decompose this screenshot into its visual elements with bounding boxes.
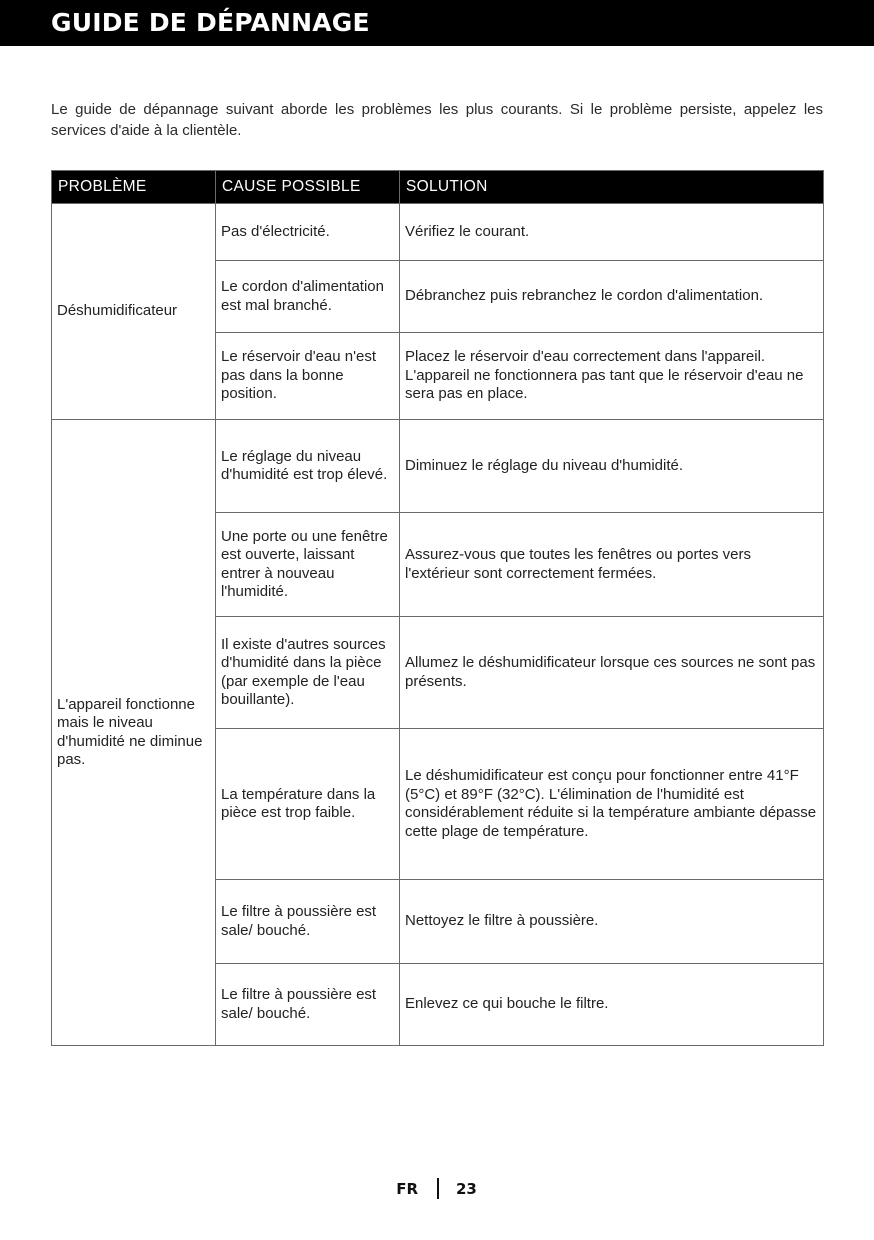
troubleshooting-table (51, 170, 824, 1046)
cause-cell: Le filtre à poussière est sale/ bouché. (216, 880, 400, 964)
page-title: GUIDE DE DÉPANNAGE (51, 8, 370, 37)
cause-cell: Le réservoir d'eau n'est pas dans la bonne position. (216, 333, 400, 420)
solution-cell: Allumez le déshumidificateur lorsque ces sources ne sont pas présents. (400, 617, 824, 729)
solution-cell: Vérifiez le courant. (400, 204, 824, 261)
column-header-cause: CAUSE POSSIBLE (216, 171, 400, 204)
cause-cell: Le cordon d'alimentation est mal branché. (216, 261, 400, 333)
problem-cell: Déshumidificateur (52, 204, 216, 420)
table-row (52, 204, 824, 261)
solution-cell: Le déshumidificateur est conçu pour fonctionner entre 41°F (5°C) et 89°F (32°C). L'élimination de l'humidité est considérablement réduite si la température ambiante dépasse cette plage de température. (400, 729, 824, 880)
page-footer (0, 1178, 874, 1202)
intro-paragraph: Le guide de dépannage suivant aborde les problèmes les plus courants. Si le problème persiste, appelez les services d'aide à la clientèle. (51, 101, 823, 139)
solution-cell: Diminuez le réglage du niveau d'humidité. (400, 420, 824, 513)
footer-language: FR (396, 1180, 418, 1198)
header-bar (0, 0, 874, 46)
cause-cell: La température dans la pièce est trop faible. (216, 729, 400, 880)
cause-cell: Le filtre à poussière est sale/ bouché. (216, 964, 400, 1046)
solution-cell: Débranchez puis rebranchez le cordon d'alimentation. (400, 261, 824, 333)
table-row (52, 420, 824, 513)
column-header-solution: SOLUTION (400, 171, 824, 204)
column-header-problem: PROBLÈME (52, 171, 216, 204)
solution-cell: Assurez-vous que toutes les fenêtres ou portes vers l'extérieur sont correctement fermées. (400, 513, 824, 617)
table-header-row (52, 171, 824, 204)
cause-cell: Le réglage du niveau d'humidité est trop élevé. (216, 420, 400, 513)
solution-cell: Placez le réservoir d'eau correctement dans l'appareil. L'appareil ne fonctionnera pas tant que le réservoir d'eau ne sera pas en place. (400, 333, 824, 420)
footer-divider (437, 1178, 439, 1199)
problem-cell: L'appareil fonctionne mais le niveau d'humidité ne diminue pas. (52, 420, 216, 1046)
page-number: 23 (456, 1180, 477, 1198)
cause-cell: Il existe d'autres sources d'humidité dans la pièce (par exemple de l'eau bouillante). (216, 617, 400, 729)
cause-cell: Pas d'électricité. (216, 204, 400, 261)
solution-cell: Enlevez ce qui bouche le filtre. (400, 964, 824, 1046)
solution-cell: Nettoyez le filtre à poussière. (400, 880, 824, 964)
cause-cell: Une porte ou une fenêtre est ouverte, laissant entrer à nouveau l'humidité. (216, 513, 400, 617)
